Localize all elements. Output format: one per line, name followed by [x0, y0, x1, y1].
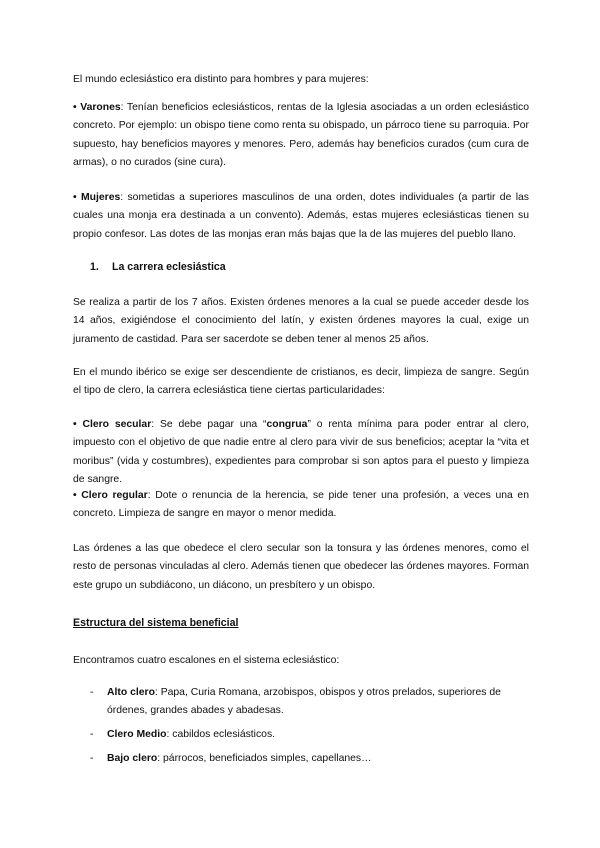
list-item-text: : cabildos eclesiásticos.	[166, 729, 276, 740]
congrua-term: congrua	[266, 419, 308, 430]
clero-regular-paragraph	[73, 487, 529, 524]
list-item-term: Bajo clero	[107, 753, 158, 764]
mujeres-text: : sometidas a superiores masculinos de una orden, dotes individuales (a partir de las cuales una monja era destinada a un convento). Además, estas mujeres eclesiásticas tienen su propio confesor. Las dotes de las monjas eran más bajas que la de las mujeres del pueblo llano.	[73, 192, 529, 240]
list-item-text: : párrocos, beneficiados simples, capellanes…	[157, 753, 372, 764]
bullet: •	[73, 419, 77, 430]
list-item-text: : Papa, Curia Romana, arzobispos, obispos y otros prelados, superiores de órdenes, grandes abades y abadesas.	[107, 687, 501, 717]
varones-term: Varones	[80, 102, 121, 113]
edad-paragraph: Se realiza a partir de los 7 años. Existen órdenes menores a la cual se puede acceder desde los 14 años, exigiéndose el conocimiento del latín, y existen órdenes mayores la cual, exige un juramento de castidad. Para ser sacerdote se deben tener al menos 25 años.	[73, 297, 529, 345]
clero-regular-text: : Dote o renuncia de la herencia, se pide tener una profesión, a veces una en concreto. Limpieza de sangre en mayor o menor medida.	[73, 490, 529, 520]
ordenes-paragraph: Las órdenes a las que obedece el clero secular son la tonsura y las órdenes menores, como el resto de personas vinculadas al clero. Además tienen que obedecer las órdenes mayores. Forman este grupo un subdiácono, un diácono, un presbítero y un obispo.	[73, 543, 529, 591]
clero-regular-term: Clero regular	[81, 490, 148, 501]
iberico-paragraph: En el mundo ibérico se exige ser descendiente de cristianos, es decir, limpieza de sangre. Según el tipo de clero, la carrera eclesiástica tiene ciertas particularidades:	[73, 367, 529, 397]
clero-secular-term: Clero secular	[82, 419, 152, 430]
subsection-heading: Estructura del sistema beneficial	[73, 617, 239, 629]
dash-marker: -	[90, 753, 94, 764]
bullet: •	[73, 490, 77, 501]
clero-secular-text-b: ” o renta mínima para poder entrar al clero, impuesto con el objetivo de que nadie entre al clero para vivir de sus beneficios; aceptar la “vita et moribus” (vida y costumbres), expedientes para comprobar si son aptos para el puesto y limpieza de sangre.	[73, 419, 529, 485]
clero-secular-paragraph	[73, 416, 529, 489]
bullet: •	[73, 192, 77, 203]
section-heading	[90, 261, 226, 273]
dash-marker: -	[90, 687, 94, 698]
mujeres-paragraph	[73, 189, 529, 244]
section-number: 1.	[90, 261, 99, 273]
list-item	[73, 684, 529, 721]
varones-text: : Tenían beneficios eclesiásticos, rentas de la Iglesia asociadas a un orden eclesiástico concreto. Por ejemplo: un obispo tiene como renta su obispado, un párroco tiene su parroquia. Por supuesto, hay beneficios mayores y menores. Pero, además hay beneficios curados (cum cura de armas), o no curados (sine cura).	[73, 102, 529, 168]
varones-paragraph	[73, 99, 529, 172]
list-item	[73, 750, 529, 768]
list-item-term: Alto clero	[107, 687, 155, 698]
bullet: •	[73, 102, 77, 113]
list-item	[73, 726, 529, 744]
list-item-term: Clero Medio	[107, 729, 167, 740]
escalones-paragraph: Encontramos cuatro escalones en el sistema eclesiástico:	[73, 655, 340, 666]
mujeres-term: Mujeres	[80, 192, 121, 203]
intro-paragraph: El mundo eclesiástico era distinto para hombres y para mujeres:	[73, 74, 369, 85]
dash-marker: -	[90, 729, 94, 740]
clero-secular-text-a: : Se debe pagar una “	[151, 419, 267, 430]
section-title: La carrera eclesiástica	[112, 261, 226, 273]
